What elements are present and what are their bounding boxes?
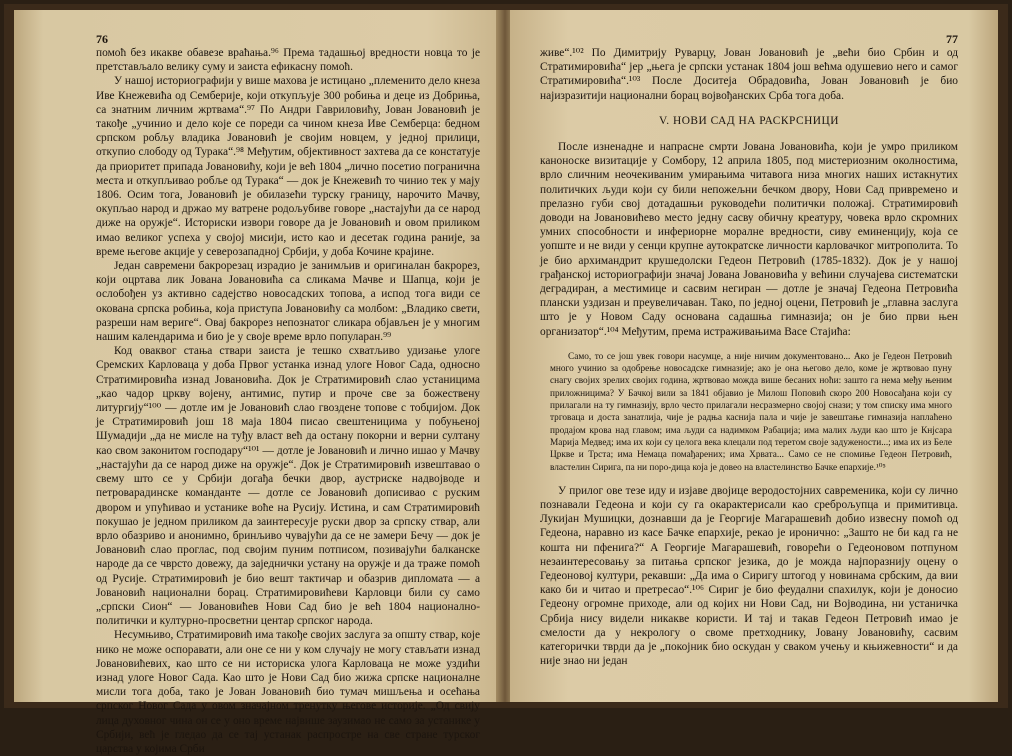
right-page	[510, 10, 998, 702]
paragraph: живе“.¹⁰² По Димитрију Руварцу, Јован Јовановић је „већи био Србин и од Стратимировића“ јер „њега је српски устанак 1804 још већма одушевио него и самог Стратимировића“.¹⁰³ После Доситеја Обрадовића, Јован Јовановић је био најизразитији национални борац војвођанских Срба тога доба.	[540, 47, 958, 102]
paragraph: Несумњиво, Стратимировић има такође својих заслуга за општу ствар, које нико не може оспоравати, али оне се ни у ком случају не могу стављати изнад Јовановићевих, као што се ни историска улога Карловаца не може уздићи изнад улоге Новог Сада. Као што је Нови Сад био жижа српске националне мисли тога доба, тако је Јован Јовановић био тумач мишљења и осећања српског Новог Сада у овом значајном тренутку његове историје. „Од свију лица духовног чина он се у оно време највише заузимао не само за устанике у Србији, већ је гледао да се тај устанак распростре на све стране турског царства у којима Срби	[96, 629, 480, 755]
section-heading: V. НОВИ САД НА РАСКРСНИЦИ	[659, 114, 839, 127]
book-spread	[4, 4, 1008, 755]
paragraph: После изненадне и напрасне смрти Јована Јовановића, који је умро приликом каноноске визитације у Сомбору, 12 априла 1805, под мистериозним околностима, врло сличним неочекиваним умирањима читавога низа многих наших истакнутих политичких људи који су били непожељни бечком двору, Нови Сад привремено и прелазно губи свој дотадашњи руководећи политички положај. Стратимировић доводи на Јовановићево место једну сасву обичну креатуру, човека врло скромних умних способности и инфериорне моралне вредности, сиву еминенцију, која се уопште и не види у сенци крупне аутократске личности карловачког митрополита. То је био архимандрит крушедолски Гедеон Петровић (1785-1832). Док је у нашој грађанској историографији значај Јована Јовановића у већини случајева систематски деградиран, а местимице и сасвим негиран — дотле је значај Гедеона Петровића плански уздизан и преувеличаван. Тако, по једној оцени, Петровић је „главна заслуга што је у Новом Саду основана садашња гимназија; он је био први њен организатор“.¹⁰⁴ Међутим, према истраживањима Васе Стајића:	[540, 141, 958, 338]
quote-text: Само, то се још увек говори насумце, а није ничим документовано... Ако је Гедеон Петровић много учинио за одобрење новосадске гимназије; ако је она његово дело, коме је жртвовао пуну снагу својих зрелих својих година, жртвовао можда више бесаних ноћи: зашто га нема међу њеним приложницима? У Бачкој вили за 1841 објавио је Милош Поповић скоро 200 Новосађана који су прилагали на ту гимназију, врло често прилагали несразмерно својој снази; у том списку има много трговаца и доста занатлија, чије је радња каснија пала и чије је завештање гимназија наплаћено продајом крова над главом; има људи са надимком Рабација; има малих људи као што је Кнјсара Марија Медвед; има их који су целога века клецали под теретом своје задужености...; има их из Беле Цркве и Трста; има Немаца помађарених; има Хрвата... Само се не спомиње Гедеон Петровић, властелин Сирига, па ни поро-дица која је довео на властелинство Бачке епархије.¹⁰⁵	[550, 351, 952, 473]
paragraph: У прилог ове тезе иду и изјаве двојице веродостојних савременика, који су лично познавали Гедеона и који су га окарактерисали као среброљупца и примитивца. Лукијан Мушицки, дознавши да је Георгије Магарашевић добио извесну помоћ од Гедеона, наравно из касе Бачке епархије, рекао је иронично: „Зашто не би кад га не кошта ни пфенига?“ А Георгије Магарашевић, говорећи о Гедеоновом потпуном незаинтересовању за питања српског језика, до је можда најпоразнију оцену о Гедеоновој култури, рекавши: „Да има о Сиригу штогод у новинама србским, да вии како би и читао и претресао“.¹⁰⁶ Сириг је био феудални спахилук, који је доносио Гедеону огромне приходе, али од којих ни Нови Сад, ни Војводина, ни устаничка Србија нису видели никакве користи. И тај и такав Гедеон Петровић имао је смелости да у некрологу о своме претходнику, Јовану Јовановићу, сасвим категорички тврди да је „покојник био оскудан у сваком учењу и књижевности“ и да није знао ни један	[540, 484, 958, 668]
page-number: 76	[96, 32, 108, 46]
paragraph: помоћ без икакве обавезе враћања.⁹⁶ Према тадашњој вредности новца то је претстављало велику суму и заиста ефикасну помоћ.	[96, 47, 480, 74]
right-page-text	[540, 46, 958, 668]
left-page-text	[96, 46, 480, 756]
page-number: 77	[946, 32, 958, 46]
paragraph: У нашој историографији у више махова је истицано „племенито дело кнеза Иве Кнежевића од Семберије, који откупљује 300 робиња и деце из Добриња, са знатним личним жртвама“.⁹⁷ По Андри Гавриловићу, Јован Јовановић је такође „учинио и дело које се пореди са чином кнеза Иве Семберца: бедном српском робљу владика Јовановић је својим новцем, у једној прилици, откупио слободу од Турака“.⁹⁸ Међутим, објективност захтева да се констатује да приоритет припада Јовановићу, који је већ 1804 „лично посетио погранична места и откупљивао робље од Турака“ — док је Кнежевић то чинио тек у мају 1806. Осим тога, Јовановић је обилазећи турску границу, нарочито Мачву, окупљао народ и држао му ватрене родољубиве говоре „настајући да се народ диже на оружје“. Историски извори говоре да је Јовановић и овом приликом имао великог успеха у својој мисији, исто као и десетак година раније, за време његове акције у северозападној Србији, у доба Кочине крајине.	[96, 75, 480, 258]
paragraph: Код оваквог стања ствари заиста је тешко схватљиво удизање улоге Сремских Карловаца у доба Првог устанка изнад улоге Новог Сада, односно Стратимировића изнад Јовановића. Док је Стратимировић слао устаницима „као чадор цркву војену, антимис, путир и проче све за божествену литургију“¹⁰⁰ — дотле им је Јовановић слао гвоздене топове с тобџијом. Док је Стратимировић још 18 маја 1804 писао свештеницима у побуњеној Шумадији „да не мисле на туђу власт већ да остану покорни и верни султану као свом законитом господару“¹⁰¹ — дотле је Јовановић и лично ишао у Мачву „настајући да се народ диже на оружје“. Док је Стратимировић извештавао о свему што се у Србији догађа бечки двор, аустриске надвојводе и петроварадинске команданте — дотле се Јовановић дописивао с руским двором и упућивао и устанике воће на Русију. Истина, и сам Стратимировић покушао је једном приликом да заинтересује руски двор за српску ствар, али врло обазриво и анонимно, бринљиво чувајући да се не замери Бечу — док је Јовановић слао проглас, под својим пуним потписом, позивајући балканске народе да се чврсто довежу, да заједнички устану на оружје и да траже помоћ од Русије. Стратимировић је био вешт тактичар и обазрив дипломата — а Јовановић национални борац. Стратимировићеви Карловци били су само „српски Сион“ — Јовановићев Нови Сад био је већ 1804 национално-политички и културно-просветни центар српског народа.	[96, 345, 480, 628]
paragraph: Један савремени бакрорезац израдио је занимљив и оригиналан бакрорез, који оцртава лик Јована Јовановића са сликама Мачве и Шапца, који је ослобођен уз активно садејство новосадских топова, а испод тога види се окована српска робиња, која приступа Јовановићу са молбом: „Владико свети, разреши нам вериге“. Овај бакрорез непознатог сликара објављен је у многим нашим календарима и био је у своје време врло популаран.⁹⁹	[96, 260, 480, 344]
block-quote	[540, 351, 958, 474]
left-page	[14, 10, 500, 755]
